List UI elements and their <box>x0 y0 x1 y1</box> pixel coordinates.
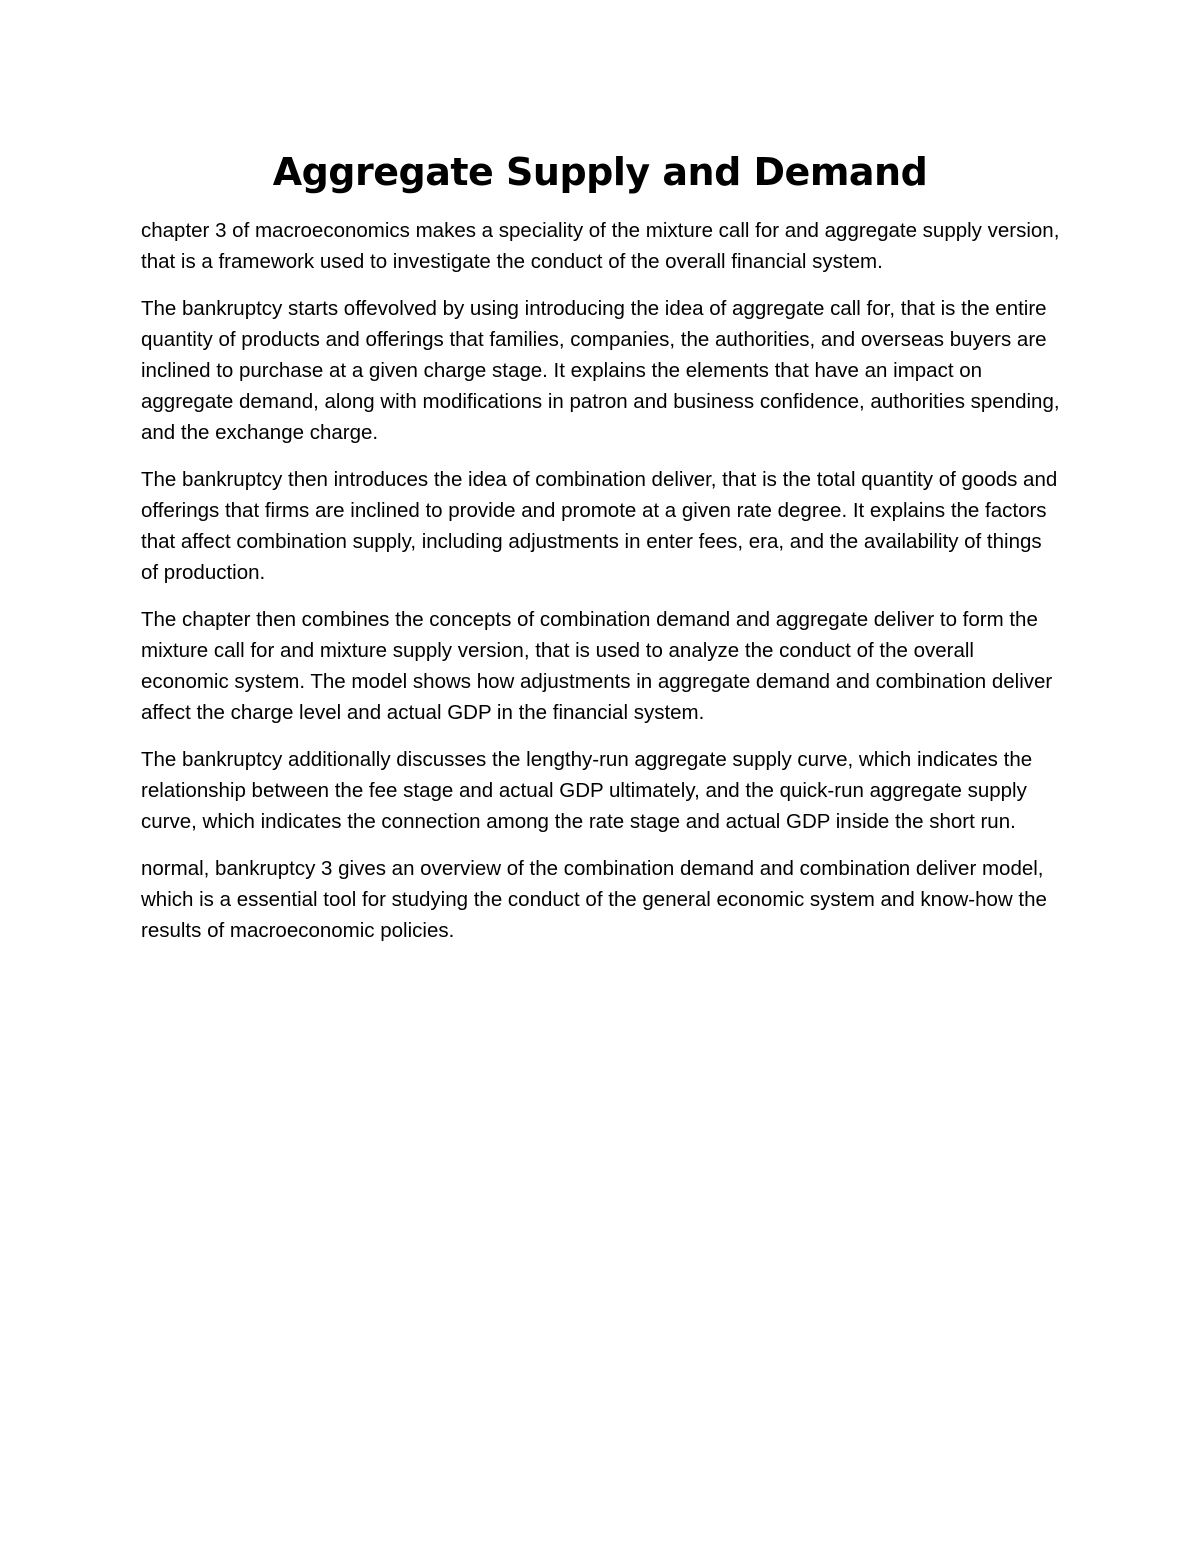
paragraph-2: The bankruptcy starts offevolved by using introducing the idea of aggregate call for, that is the entire quantity of products and offerings that families, companies, the authorities, and overseas buyers are inclined to purchase at a given charge stage. It explains the elements that have an impact on aggregate demand, along with modifications in patron and business confidence, authorities spending, and the exchange charge. <box>141 297 1060 444</box>
document-body <box>141 215 1061 962</box>
paragraph-6: normal, bankruptcy 3 gives an overview of the combination demand and combination deliver model, which is a essential tool for studying the conduct of the general economic system and know-how the results of macroeconomic policies. <box>141 857 1047 942</box>
paragraph-4: The chapter then combines the concepts of combination demand and aggregate deliver to form the mixture call for and mixture supply version, that is used to analyze the conduct of the overall economic system. The model shows how adjustments in aggregate demand and combination deliver affect the charge level and actual GDP in the financial system. <box>141 608 1053 724</box>
paragraph-3: The bankruptcy then introduces the idea of combination deliver, that is the total quantity of goods and offerings that firms are inclined to provide and promote at a given rate degree. It explains the factors that affect combination supply, including adjustments in enter fees, era, and the availability of things of production. <box>141 468 1058 584</box>
paragraph-5: The bankruptcy additionally discusses the lengthy-run aggregate supply curve, which indicates the relationship between the fee stage and actual GDP ultimately, and the quick-run aggregate supply curve, which indicates the connection among the rate stage and actual GDP inside the short run. <box>141 748 1033 833</box>
document-title: Aggregate Supply and Demand <box>272 150 928 194</box>
paragraph-1: chapter 3 of macroeconomics makes a speciality of the mixture call for and aggregate supply version, that is a framework used to investigate the conduct of the overall financial system. <box>141 219 1060 273</box>
